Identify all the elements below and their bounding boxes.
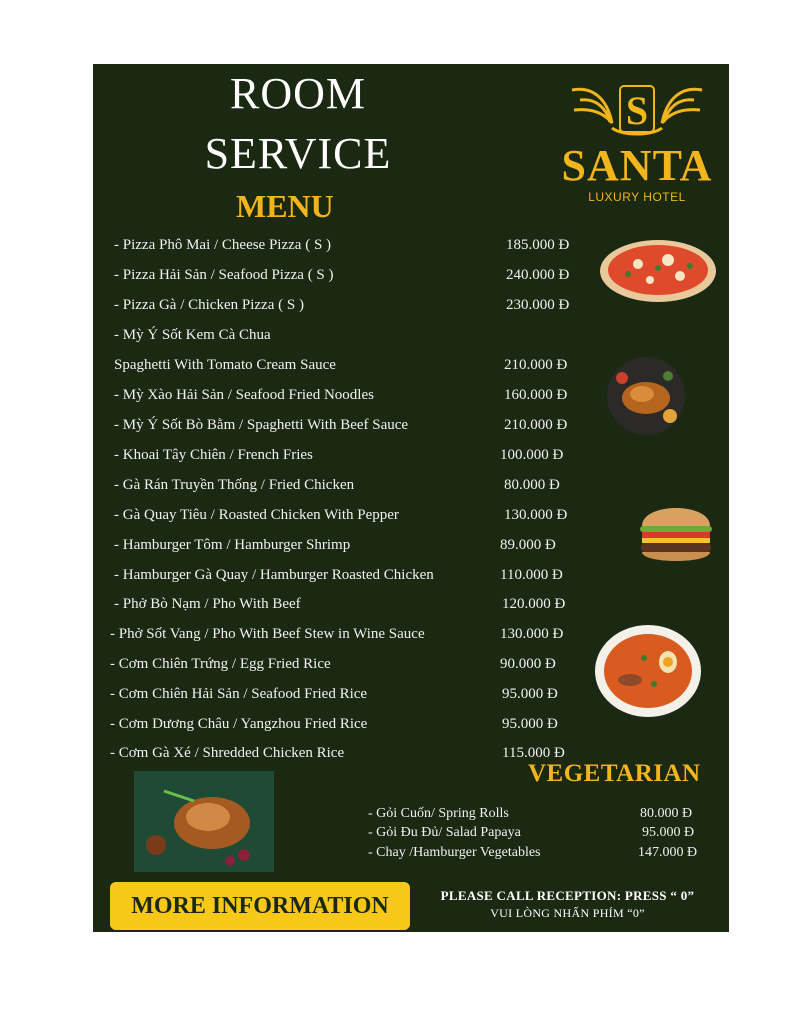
pizza-photo (598, 238, 718, 304)
menu-price: 185.000 Đ (506, 237, 570, 253)
brand-tagline: LUXURY HOTEL (588, 190, 686, 204)
menu-price: 95.000 Đ (502, 686, 558, 702)
menu-item: - Mỳ Ý Sốt Bò Bằm / Spaghetti With Beef Sauce (114, 417, 409, 433)
menu-price: 120.000 Đ (502, 596, 566, 612)
menu-price: 240.000 Đ (506, 267, 570, 283)
more-information-button[interactable]: MORE INFORMATION (110, 882, 410, 930)
menu-price: 230.000 Đ (506, 297, 570, 313)
call-reception-text: PLEASE CALL RECEPTION: PRESS “ 0” (440, 888, 695, 903)
hamburger-photo (636, 492, 716, 572)
brand-name: SANTA (561, 141, 713, 190)
menu-item: - Pizza Gà / Chicken Pizza ( S ) (114, 297, 304, 313)
menu-heading: MENU (236, 188, 334, 224)
menu-item: - Phở Bò Nạm / Pho With Beef (114, 596, 301, 612)
menu-item: - Khoai Tây Chiên / French Fries (114, 447, 313, 463)
menu-item: - Pizza Phô Mai / Cheese Pizza ( S ) (114, 237, 332, 253)
title-service: SERVICE (204, 129, 392, 178)
chicken-platter-photo (606, 356, 686, 436)
menu-price: 115.000 Đ (502, 745, 565, 761)
menu-item: - Cơm Gà Xé / Shredded Chicken Rice (110, 745, 345, 761)
vegetarian-item: - Chay /Hamburger Vegetables (368, 845, 541, 860)
vegetarian-price: 80.000 Đ (640, 806, 693, 821)
menu-price: 110.000 Đ (500, 567, 563, 583)
menu-item: - Cơm Dương Châu / Yangzhou Fried Rice (110, 716, 368, 732)
menu-price: 95.000 Đ (502, 716, 558, 732)
vegetarian-item: - Gỏi Đu Đủ/ Salad Papaya (368, 825, 521, 840)
logo-letter: S (625, 88, 649, 133)
menu-item: - Gà Quay Tiêu / Roasted Chicken With Pepper (114, 507, 399, 523)
menu-item: - Cơm Chiên Trứng / Egg Fried Rice (110, 656, 331, 672)
vegetarian-heading: VEGETARIAN (528, 760, 701, 787)
menu-item: - Cơm Chiên Hải Sản / Seafood Fried Rice (110, 686, 368, 702)
call-reception-vi-text: VUI LÒNG NHẤN PHÍM “0” (490, 906, 645, 920)
noodle-soup-photo (594, 624, 702, 718)
vegetarian-price: 95.000 Đ (642, 825, 695, 840)
menu-item: - Hamburger Tôm / Hamburger Shrimp (114, 537, 351, 553)
menu-price: 100.000 Đ (500, 447, 564, 463)
menu-item: - Mỳ Ý Sốt Kem Cà Chua (114, 327, 271, 343)
menu-price: 90.000 Đ (500, 656, 556, 672)
title-room: ROOM (229, 69, 367, 118)
menu-item: - Hamburger Gà Quay / Hamburger Roasted Chicken (114, 567, 434, 583)
menu-price: 130.000 Đ (500, 626, 564, 642)
menu-item: - Gà Rán Truyền Thống / Fried Chicken (114, 477, 355, 493)
roast-meat-photo (134, 771, 274, 872)
menu-price: 130.000 Đ (504, 507, 568, 523)
menu-price: 210.000 Đ (504, 357, 568, 373)
menu-item: - Pizza Hải Sản / Seafood Pizza ( S ) (114, 267, 334, 283)
menu-item: - Mỳ Xào Hải Sản / Seafood Fried Noodles (114, 387, 374, 403)
menu-item: Spaghetti With Tomato Cream Sauce (114, 357, 336, 373)
menu-price: 160.000 Đ (504, 387, 568, 403)
menu-price: 80.000 Đ (504, 477, 560, 493)
menu-price: 89.000 Đ (500, 537, 556, 553)
vegetarian-price: 147.000 Đ (638, 845, 698, 860)
menu-item: - Phở Sốt Vang / Pho With Beef Stew in Wine Sauce (110, 626, 425, 642)
menu-price: 210.000 Đ (504, 417, 568, 433)
vegetarian-item: - Gỏi Cuốn/ Spring Rolls (368, 806, 509, 821)
